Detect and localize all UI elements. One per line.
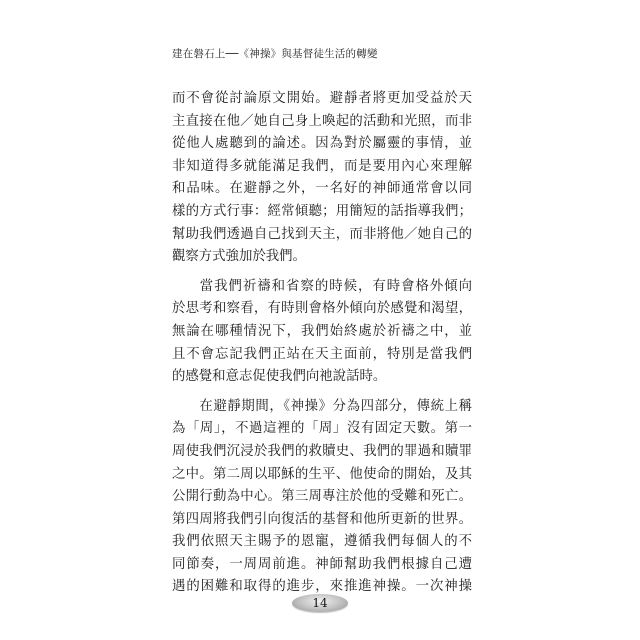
text-line: 周使我們沉浸於我們的救贖史、我們的罪過和贖罪: [172, 443, 472, 459]
text-line: 而不會從討論原文開始。避靜者將更加受益於天: [172, 91, 472, 106]
text-line: 我們依照天主賜予的恩寵，遵循我們每個人的不: [172, 534, 472, 550]
body-text: [172, 88, 472, 606]
text-line: 無論在哪種情況下，我們始終處於祈禱之中，並: [172, 323, 472, 339]
text-line: 幫助我們透過自己找到天主，而非將他／她自己的: [172, 226, 472, 242]
text-line: 從他人處聽到的論述。因為對於屬靈的事情，並: [172, 136, 472, 152]
text-line: 和品味。在避靜之外，一名好的神師通常會以同: [172, 181, 472, 197]
page-number: 14: [312, 596, 328, 610]
paragraph-1: [172, 88, 472, 269]
text-line: 於思考和察看，有時則會格外傾向於感覺和渴望，: [172, 301, 472, 317]
text-line: 之中。第二周以耶穌的生平、他使命的開始，及其: [172, 466, 472, 482]
text-line: 同節奏，一周周前進。神師幫助我們根據自己遭: [172, 556, 472, 572]
text-line: 觀察方式強加於我們。: [172, 249, 306, 265]
running-head: 建在磐石上──《神操》與基督徒生活的轉變: [172, 48, 378, 60]
text-line: 在避靜期間，《神操》分為四部分，傳統上稱: [198, 398, 472, 414]
page-number-badge: [292, 594, 348, 612]
text-line: 且不會忘記我們正站在天主面前，特別是當我們: [172, 346, 472, 362]
text-line: 樣的方式行事：經常傾聽；用簡短的話指導我們；: [172, 203, 472, 219]
text-line: 的感覺和意志促使我們向祂說話時。: [172, 369, 387, 385]
paragraph-2: [172, 276, 472, 389]
text-line: 主直接在他／她自己身上喚起的活動和光照，而非: [172, 113, 472, 129]
text-line: 為「周」，不過這裡的「周」沒有固定天數。第一: [172, 421, 472, 437]
text-line: 公開行動為中心。第三周專注於他的受難和死亡。: [172, 489, 472, 505]
text-line: 當我們祈禱和省察的時候，有時會格外傾向: [198, 278, 472, 294]
text-line: 遇的困難和取得的進步，來推進神操。一次神操: [172, 579, 472, 595]
paragraph-3: [172, 396, 472, 599]
text-line: 非知道得多就能滿足我們，而是要用內心來理解: [172, 158, 472, 174]
text-line: 第四周將我們引向復活的基督和他所更新的世界。: [172, 511, 472, 527]
